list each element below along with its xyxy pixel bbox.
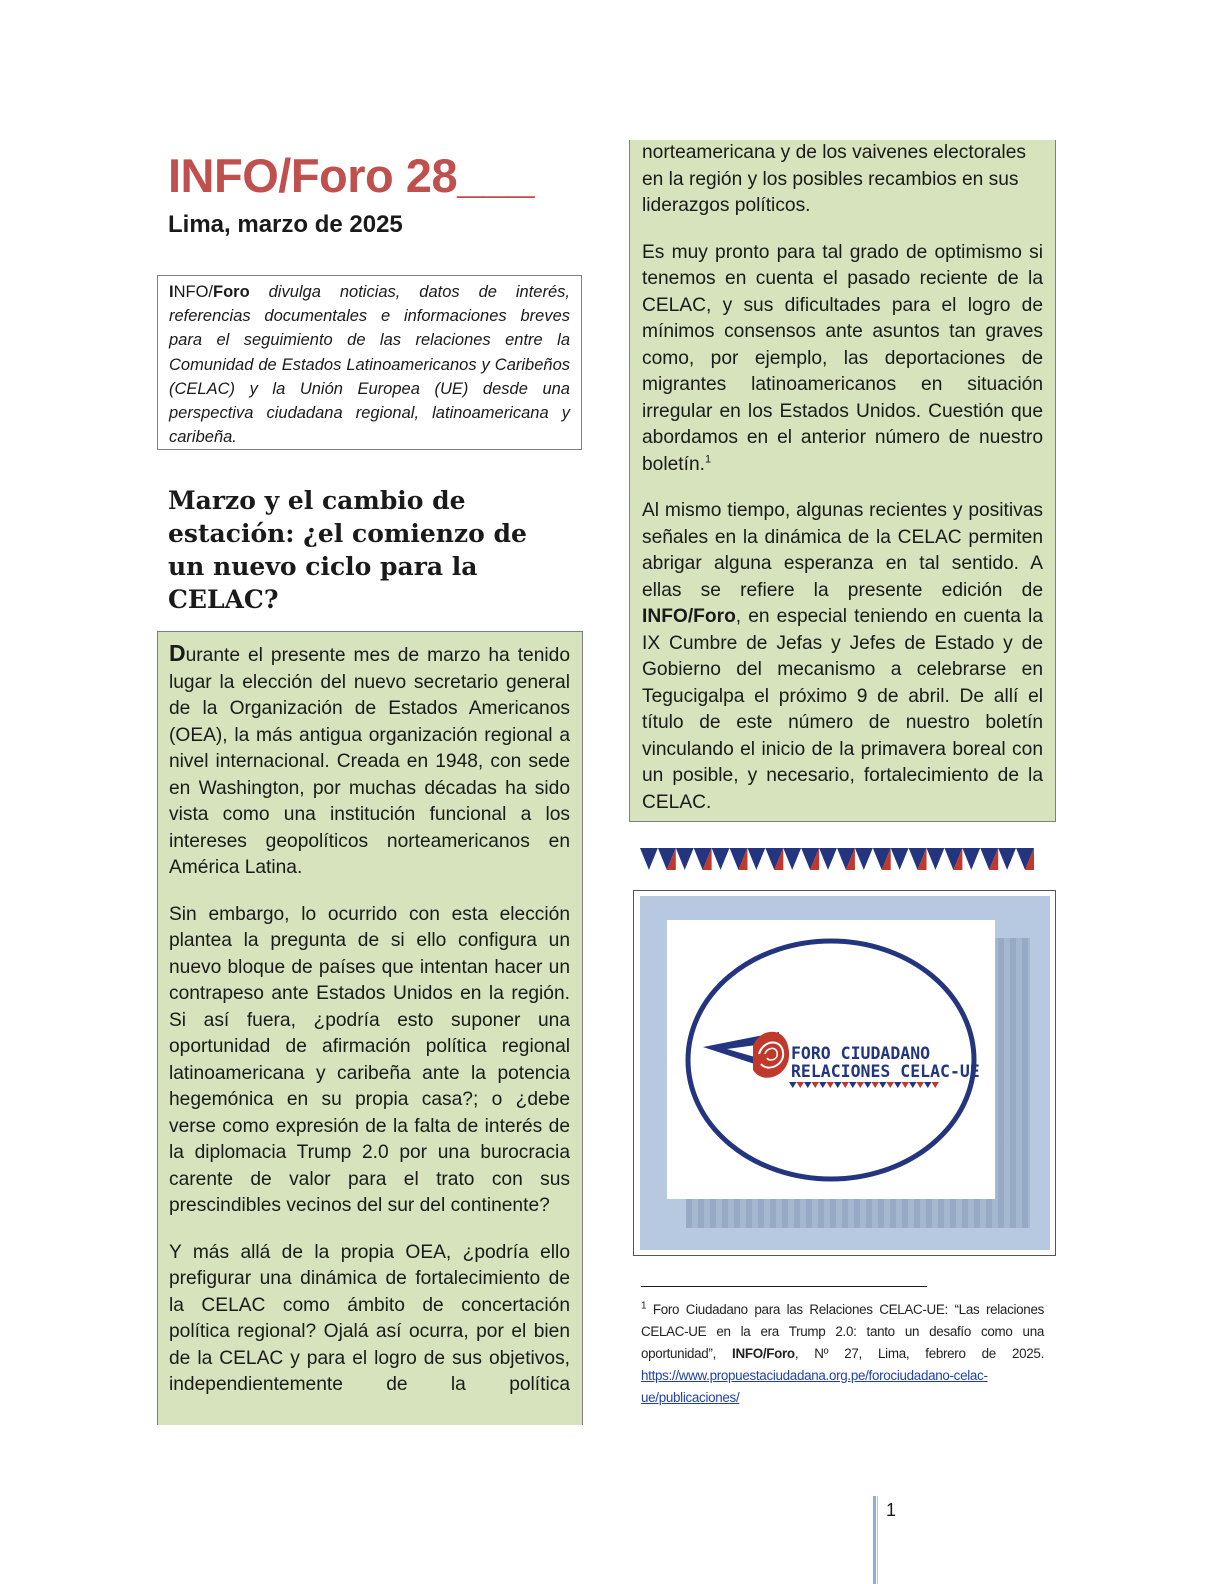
- logo-strip-triangle: [842, 1082, 850, 1088]
- logo-text-line2: RELACIONES CELAC-UE: [791, 1062, 980, 1081]
- logo-text-line1: FORO CIUDADANO: [791, 1044, 931, 1063]
- right-paragraph-2-text: Es muy pronto para tal grado de optimismo si tenemos en cuenta el pasado reciente de la CELAC, y sus dificultades para el logro de mínimos consensos ante asuntos tan graves como, por ejemplo, las deportaciones de migrantes latinoamericanos en situación irregular en los Estados Unidos. Cuestión que abordamos en el anterior número de nuestro boletín.: [642, 241, 1043, 475]
- logo-strip-triangle: [834, 1082, 842, 1088]
- page-number-rule-light: [877, 1496, 878, 1584]
- footnote-number: 1: [641, 1300, 647, 1312]
- logo-triangle-strip: [789, 1082, 939, 1088]
- left-paragraph-2: Sin embargo, lo ocurrido con esta elección plantea la pregunta de si ello configura un nuevo bloque de países que intentan hacer un contrapeso ante Estados Unidos en la región. Si así fuera, ¿podría esto suponer una oportunidad de afirmación política regional latinoamericana y caribeña ante la potencia hegemónica en su propia casa?; o ¿debe verse como expresión de la falta de interés de la diplomacia Trump 2.0 por una burocracia carente de valor para el trato con sus prescindibles vecinos del sur del continente?: [169, 903, 570, 1216]
- right-article-box: [629, 140, 1056, 822]
- article-heading: Marzo y el cambio de estación: ¿el comienzo de un nuevo ciclo para la CELAC?: [168, 486, 527, 614]
- page-number: 1: [886, 1500, 897, 1520]
- newsletter-title: INFO/Foro 28___: [168, 149, 534, 202]
- intro-text: divulga noticias, datos de interés, referencias documentales e informaciones breves para el seguimiento de las relaciones entre la Comunidad de Estados Latinoamericanos y Caribeños (CELAC) y la Unión Europea (UE) desde una perspectiva ciudadana regional, latinoamericana y caribeña.: [169, 283, 570, 447]
- footnote-separator: [641, 1286, 927, 1287]
- right-paragraph-3-text-a: Al mismo tiempo, algunas recientes y positivas señales en la dinámica de la CELAC permiten abrigar alguna esperanza en tal sentido. A ellas se refiere la presente edición de: [642, 500, 1043, 601]
- intro-box: [157, 275, 582, 450]
- footnote-ref-1[interactable]: 1: [704, 453, 712, 466]
- footnote-brand: INFO/Foro: [732, 1346, 795, 1361]
- logo-strip-triangle: [872, 1082, 880, 1088]
- logo-strip-triangle: [812, 1082, 820, 1088]
- right-paragraph-2: [642, 240, 1043, 479]
- logo-strip-triangle: [917, 1082, 925, 1088]
- right-paragraph-1: norteamericana y de los vaivenes electorales en la región y los posibles recambios en sus liderazgos políticos.: [642, 142, 1026, 216]
- footnote-link[interactable]: https://www.propuestaciudadana.org.pe/forociudadano-celac-ue/publicaciones/: [641, 1368, 988, 1405]
- page-number-rule: [873, 1496, 876, 1584]
- logo-strip-triangle: [864, 1082, 872, 1088]
- logo-strip-triangle: [894, 1082, 902, 1088]
- right-paragraph-3-brand: INFO/Foro: [642, 606, 736, 627]
- left-paragraph-1: [169, 640, 570, 882]
- intro-brand-rest: NFO/: [173, 283, 214, 301]
- logo-strip-triangle: [857, 1082, 865, 1088]
- intro-brand-first: I: [169, 283, 174, 301]
- logo-strip-triangle: [924, 1082, 932, 1088]
- logo-strip-triangle: [902, 1082, 910, 1088]
- logo-strip-triangle: [797, 1082, 805, 1088]
- footnote-text-b: , Nº 27, Lima, febrero de 2025.: [794, 1346, 1044, 1361]
- logo-strip-triangle: [932, 1082, 940, 1088]
- footnote-text-a: Foro Ciudadano para las Relaciones CELAC-UE: “Las relaciones CELAC-UE en la era Trump 2.0: tanto un desafío como una oportunidad”,: [641, 1302, 1044, 1361]
- intro-brand-foro: Foro: [213, 283, 250, 301]
- logo-strip-triangle: [789, 1082, 797, 1088]
- issue-date: Lima, marzo de 2025: [168, 211, 403, 238]
- logo-strip-triangle: [804, 1082, 812, 1088]
- right-paragraph-3: [642, 498, 1043, 816]
- logo-strip-triangle: [849, 1082, 857, 1088]
- logo-strip-triangle: [819, 1082, 827, 1088]
- dropcap: D: [169, 640, 186, 666]
- decorative-triangle-band: [640, 848, 1034, 870]
- foro-ciudadano-logo: [667, 920, 995, 1199]
- logo-strip-triangle: [887, 1082, 895, 1088]
- left-paragraph-3: Y más allá de la propia OEA, ¿podría ello prefigurar una dinámica de fortalecimiento de la CELAC como ámbito de concertación política regional? Ojalá así ocurra, por el bien de la CELAC y para el logro de sus objetivos, independientemente de la política: [169, 1241, 570, 1395]
- logo-strip-triangle: [909, 1082, 917, 1088]
- left-article-box: [157, 631, 583, 1425]
- footnote: [641, 1299, 1044, 1409]
- right-paragraph-3-text-b: , en especial teniendo en cuenta la IX Cumbre de Jefas y Jefes de Estado y de Gobierno del mecanismo a celebrarse en Tegucigalpa el próximo 9 de abril. De allí el título de este número de nuestro boletín vinculando el inicio de la primavera boreal con un posible, y necesario, fortalecimiento de la CELAC.: [642, 606, 1043, 813]
- logo-emblem-icon: [703, 1032, 789, 1078]
- left-paragraph-1-text: urante el presente mes de marzo ha tenido lugar la elección del nuevo secretario general de la Organización de Estados Americanos (OEA), la más antigua organización regional a nivel internacional. Creada en 1948, con sede en Washington, por muchas décadas ha sido vista como una institución funcional a los intereses geopolíticos norteamericanos en América Latina.: [169, 645, 570, 878]
- logo-strip-triangle: [827, 1082, 835, 1088]
- logo-strip-triangle: [879, 1082, 887, 1088]
